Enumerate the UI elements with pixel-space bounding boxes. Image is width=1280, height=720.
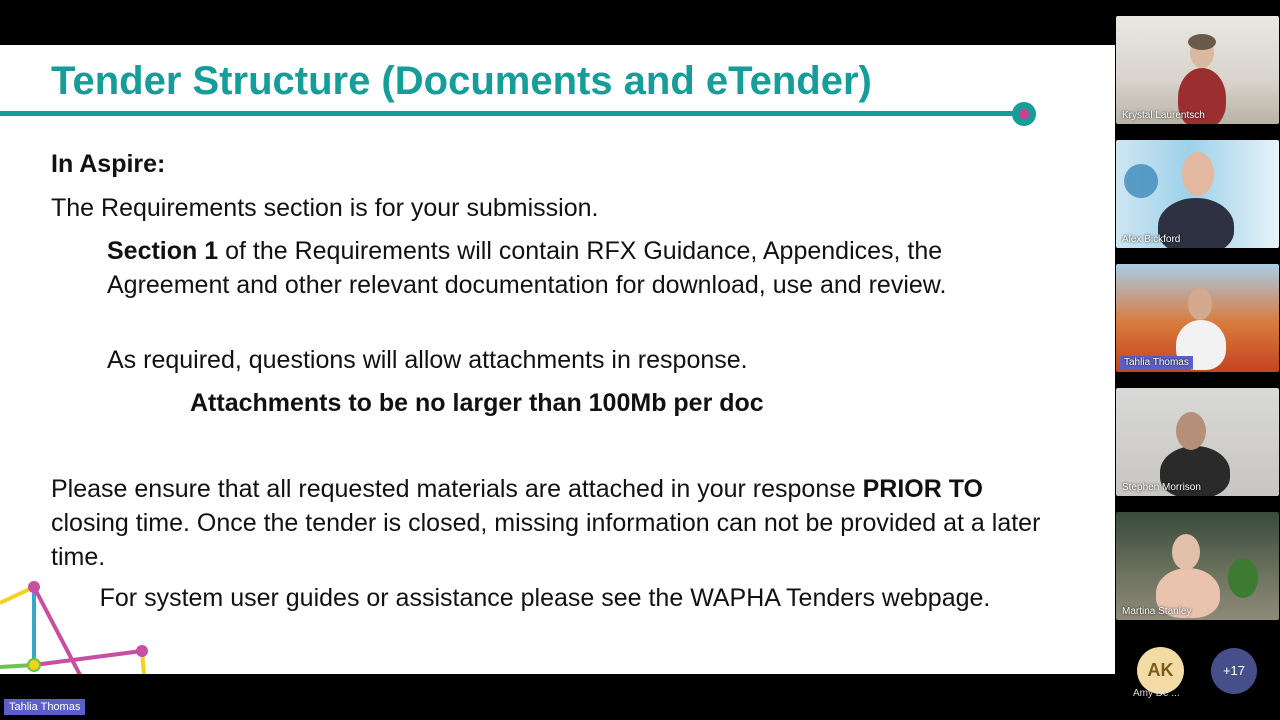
presenter-label: Tahlia Thomas [4, 699, 85, 715]
participant-tile[interactable] [1116, 512, 1279, 620]
section1-paragraph [107, 234, 1057, 302]
participant-tile[interactable] [1116, 140, 1279, 248]
ensure-bold: PRIOR TO [862, 475, 983, 503]
ensure-start: Please ensure that all requested materials are attached in your response [51, 475, 863, 503]
rule-dot [1012, 102, 1036, 126]
participant-name: Alex Bickford [1122, 234, 1181, 245]
participant-tile[interactable] [1116, 388, 1279, 496]
participant-tile[interactable] [1116, 264, 1279, 372]
section1-text: of the Requirements will contain RFX Guidance, Appendices, the Agreement and other relevant documentation for download, use and review. [107, 237, 947, 299]
support-text: For system user guides or assistance please see the WAPHA Tenders webpage. [99, 584, 991, 612]
participant-name: Martina Stanley [1122, 606, 1192, 617]
title-rule [0, 111, 1022, 116]
network-decoration [0, 575, 160, 674]
participant-avatar[interactable]: AK [1137, 647, 1184, 694]
more-participants-button[interactable]: +17 [1211, 648, 1257, 694]
participant-tile[interactable] [1116, 16, 1279, 124]
ensure-rest: closing time. Once the tender is closed, missing information can not be provided at a later time. [51, 509, 1041, 571]
slide-title: Tender Structure (Documents and eTender) [51, 59, 872, 103]
as-required-text: As required, questions will allow attachments in response. [107, 346, 748, 374]
section1-bold: Section 1 [107, 237, 219, 265]
avatar-name: Amy De ... [1133, 688, 1180, 699]
ensure-paragraph [51, 472, 1051, 574]
participants-panel [1115, 0, 1280, 720]
participant-name: Tahlia Thomas [1120, 356, 1193, 369]
participant-name: Stephen Morrison [1122, 482, 1201, 493]
shared-slide [0, 45, 1115, 674]
attachments-note: Attachments to be no larger than 100Mb per doc [190, 389, 764, 417]
participant-name: Krystal Laurentsch [1122, 110, 1205, 121]
slide-heading: In Aspire: [51, 150, 166, 178]
slide-intro: The Requirements section is for your submission. [51, 194, 599, 222]
